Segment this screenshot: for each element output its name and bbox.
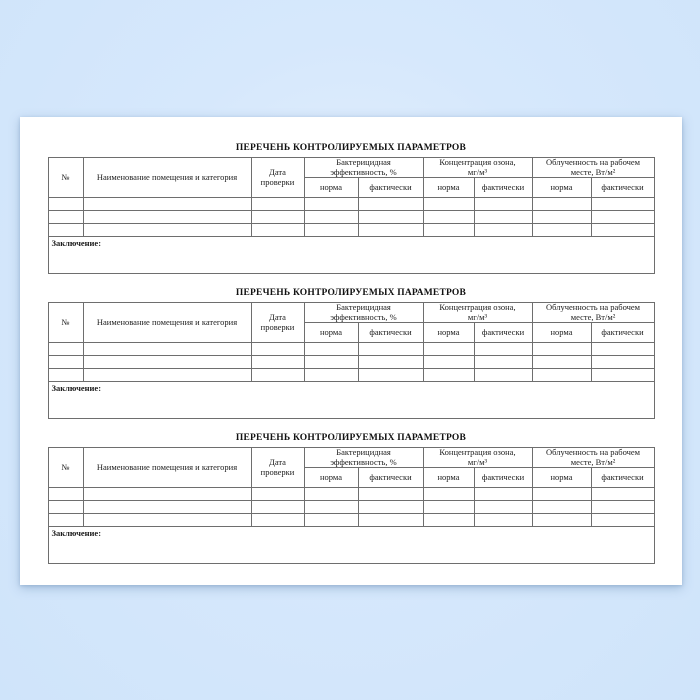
subcol-header-actual: фактически — [358, 468, 423, 488]
ozone-line2: мг/м³ — [467, 456, 488, 467]
col-header-irradiance — [532, 158, 654, 178]
conclusion-label: Заключение: — [51, 238, 102, 249]
irradiance-line2: месте, Вт/м² — [570, 166, 616, 177]
irradiance-line1: Облученность на рабочем — [545, 302, 641, 313]
empty-cell — [423, 488, 474, 501]
col-header-number: № — [48, 158, 83, 198]
empty-cell — [48, 343, 83, 356]
irradiance-line1: Облученность на рабочем — [545, 447, 641, 458]
irradiance-line2: месте, Вт/м² — [570, 311, 616, 322]
bactericidal-line1: Бактерицидная — [336, 157, 391, 167]
empty-cell — [251, 514, 304, 527]
empty-cell — [251, 224, 304, 237]
empty-cell — [48, 501, 83, 514]
col-header-ozone-concentration — [423, 448, 532, 468]
table-title: ПЕРЕЧЕНЬ КОНТРОЛИРУЕМЫХ ПАРАМЕТРОВ — [235, 288, 467, 299]
check-date-line2: проверки — [260, 321, 295, 332]
empty-cell — [591, 211, 654, 224]
empty-cell — [474, 211, 532, 224]
ozone-line1: Концентрация озона, — [439, 157, 516, 167]
subcol-header-norm: норма — [423, 323, 474, 343]
conclusion-cell — [48, 237, 654, 274]
empty-cell — [532, 343, 591, 356]
table-title: ПЕРЕЧЕНЬ КОНТРОЛИРУЕМЫХ ПАРАМЕТРОВ — [235, 143, 467, 153]
empty-cell — [474, 224, 532, 237]
bactericidal-line2: эффективность, % — [330, 456, 397, 467]
parameters-table — [48, 302, 655, 419]
empty-cell — [358, 356, 423, 369]
empty-cell — [532, 488, 591, 501]
empty-cell — [304, 501, 358, 514]
empty-cell — [532, 514, 591, 527]
subcol-header-actual: фактически — [474, 468, 532, 488]
empty-cell — [358, 369, 423, 382]
empty-cell — [48, 211, 83, 224]
empty-data-row — [48, 501, 654, 514]
empty-cell — [48, 514, 83, 527]
ozone-line1: Концентрация озона, — [439, 302, 516, 313]
empty-cell — [83, 488, 251, 501]
check-date-line1: Дата — [269, 167, 286, 177]
empty-cell — [251, 501, 304, 514]
document-page — [20, 117, 682, 585]
empty-cell — [423, 343, 474, 356]
empty-cell — [474, 488, 532, 501]
empty-data-row — [48, 211, 654, 224]
empty-cell — [48, 224, 83, 237]
subcol-header-norm: норма — [423, 178, 474, 198]
empty-cell — [48, 356, 83, 369]
empty-cell — [591, 343, 654, 356]
conclusion-row — [48, 237, 654, 274]
subcol-header-norm: норма — [532, 178, 591, 198]
empty-cell — [304, 369, 358, 382]
ozone-line2: мг/м³ — [467, 166, 488, 177]
empty-cell — [251, 356, 304, 369]
bactericidal-line2: эффективность, % — [330, 166, 397, 177]
empty-data-row — [48, 514, 654, 527]
col-header-check-date — [251, 303, 304, 343]
empty-cell — [358, 488, 423, 501]
col-header-bactericidal-effectiveness — [304, 448, 423, 468]
empty-cell — [304, 198, 358, 211]
empty-cell — [591, 501, 654, 514]
subcol-header-actual: фактически — [591, 323, 654, 343]
parameters-form-section-3 — [20, 433, 682, 564]
bactericidal-line1: Бактерицидная — [336, 302, 391, 313]
empty-cell — [474, 356, 532, 369]
ozone-line1: Концентрация озона, — [439, 447, 516, 458]
bactericidal-line1: Бактерицидная — [336, 447, 391, 458]
empty-cell — [251, 211, 304, 224]
empty-cell — [474, 198, 532, 211]
conclusion-cell — [48, 527, 654, 564]
empty-cell — [251, 369, 304, 382]
empty-cell — [591, 369, 654, 382]
empty-cell — [532, 369, 591, 382]
empty-cell — [304, 343, 358, 356]
empty-cell — [83, 343, 251, 356]
empty-cell — [532, 198, 591, 211]
subcol-header-actual: фактически — [474, 178, 532, 198]
empty-cell — [532, 211, 591, 224]
conclusion-label: Заключение: — [51, 383, 102, 394]
subcol-header-norm: норма — [532, 323, 591, 343]
bactericidal-line2: эффективность, % — [330, 311, 397, 322]
subcol-header-norm: норма — [304, 323, 358, 343]
empty-cell — [591, 514, 654, 527]
empty-cell — [48, 488, 83, 501]
empty-cell — [474, 501, 532, 514]
irradiance-line2: месте, Вт/м² — [570, 456, 616, 467]
subcol-header-actual: фактически — [591, 468, 654, 488]
header-row-groups — [48, 158, 654, 178]
header-row-groups — [48, 448, 654, 468]
empty-cell — [251, 488, 304, 501]
col-header-room-name: Наименование помещения и категория — [83, 448, 251, 488]
empty-cell — [304, 356, 358, 369]
col-header-ozone-concentration — [423, 303, 532, 323]
conclusion-cell — [48, 382, 654, 419]
empty-cell — [532, 501, 591, 514]
col-header-room-name: Наименование помещения и категория — [83, 158, 251, 198]
empty-cell — [83, 198, 251, 211]
empty-cell — [358, 224, 423, 237]
empty-cell — [83, 514, 251, 527]
empty-cell — [532, 224, 591, 237]
empty-cell — [48, 198, 83, 211]
empty-cell — [251, 198, 304, 211]
empty-cell — [83, 501, 251, 514]
empty-cell — [591, 356, 654, 369]
empty-cell — [474, 514, 532, 527]
col-header-bactericidal-effectiveness — [304, 158, 423, 178]
conclusion-row — [48, 382, 654, 419]
col-header-check-date — [251, 448, 304, 488]
empty-cell — [358, 343, 423, 356]
empty-cell — [83, 224, 251, 237]
empty-cell — [83, 356, 251, 369]
col-header-check-date — [251, 158, 304, 198]
irradiance-line1: Облученность на рабочем — [545, 157, 641, 167]
empty-data-row — [48, 343, 654, 356]
empty-cell — [423, 501, 474, 514]
empty-cell — [304, 211, 358, 224]
check-date-line1: Дата — [269, 312, 286, 323]
empty-cell — [423, 356, 474, 369]
col-header-number: № — [48, 303, 83, 343]
subcol-header-norm: норма — [304, 468, 358, 488]
parameters-table — [48, 157, 655, 274]
parameters-form-section-2 — [20, 288, 682, 419]
empty-cell — [304, 224, 358, 237]
check-date-line2: проверки — [260, 176, 295, 187]
empty-cell — [423, 514, 474, 527]
empty-cell — [83, 211, 251, 224]
check-date-line1: Дата — [269, 457, 286, 468]
subcol-header-actual: фактически — [591, 178, 654, 198]
subcol-header-actual: фактически — [358, 323, 423, 343]
table-title: ПЕРЕЧЕНЬ КОНТРОЛИРУЕМЫХ ПАРАМЕТРОВ — [235, 433, 467, 444]
parameters-table — [48, 447, 655, 564]
col-header-bactericidal-effectiveness — [304, 303, 423, 323]
empty-cell — [423, 224, 474, 237]
conclusion-label: Заключение: — [51, 528, 102, 539]
empty-cell — [474, 369, 532, 382]
empty-cell — [423, 211, 474, 224]
col-header-irradiance — [532, 303, 654, 323]
empty-data-row — [48, 488, 654, 501]
empty-cell — [251, 343, 304, 356]
header-row-groups — [48, 303, 654, 323]
empty-cell — [48, 369, 83, 382]
empty-cell — [358, 501, 423, 514]
empty-cell — [591, 224, 654, 237]
ozone-line2: мг/м³ — [467, 311, 488, 322]
empty-cell — [358, 198, 423, 211]
parameters-form-section-1 — [20, 143, 682, 274]
col-header-number: № — [48, 448, 83, 488]
empty-data-row — [48, 198, 654, 211]
empty-cell — [358, 514, 423, 527]
empty-cell — [304, 514, 358, 527]
subcol-header-norm: норма — [304, 178, 358, 198]
check-date-line2: проверки — [260, 466, 295, 477]
empty-cell — [304, 488, 358, 501]
empty-data-row — [48, 369, 654, 382]
subcol-header-actual: фактически — [358, 178, 423, 198]
col-header-irradiance — [532, 448, 654, 468]
col-header-ozone-concentration — [423, 158, 532, 178]
empty-data-row — [48, 224, 654, 237]
empty-cell — [83, 369, 251, 382]
col-header-room-name: Наименование помещения и категория — [83, 303, 251, 343]
empty-cell — [591, 488, 654, 501]
conclusion-row — [48, 527, 654, 564]
empty-cell — [532, 356, 591, 369]
subcol-header-norm: норма — [532, 468, 591, 488]
empty-cell — [358, 211, 423, 224]
empty-cell — [423, 369, 474, 382]
subcol-header-norm: норма — [423, 468, 474, 488]
empty-data-row — [48, 356, 654, 369]
subcol-header-actual: фактически — [474, 323, 532, 343]
empty-cell — [423, 198, 474, 211]
empty-cell — [474, 343, 532, 356]
empty-cell — [591, 198, 654, 211]
